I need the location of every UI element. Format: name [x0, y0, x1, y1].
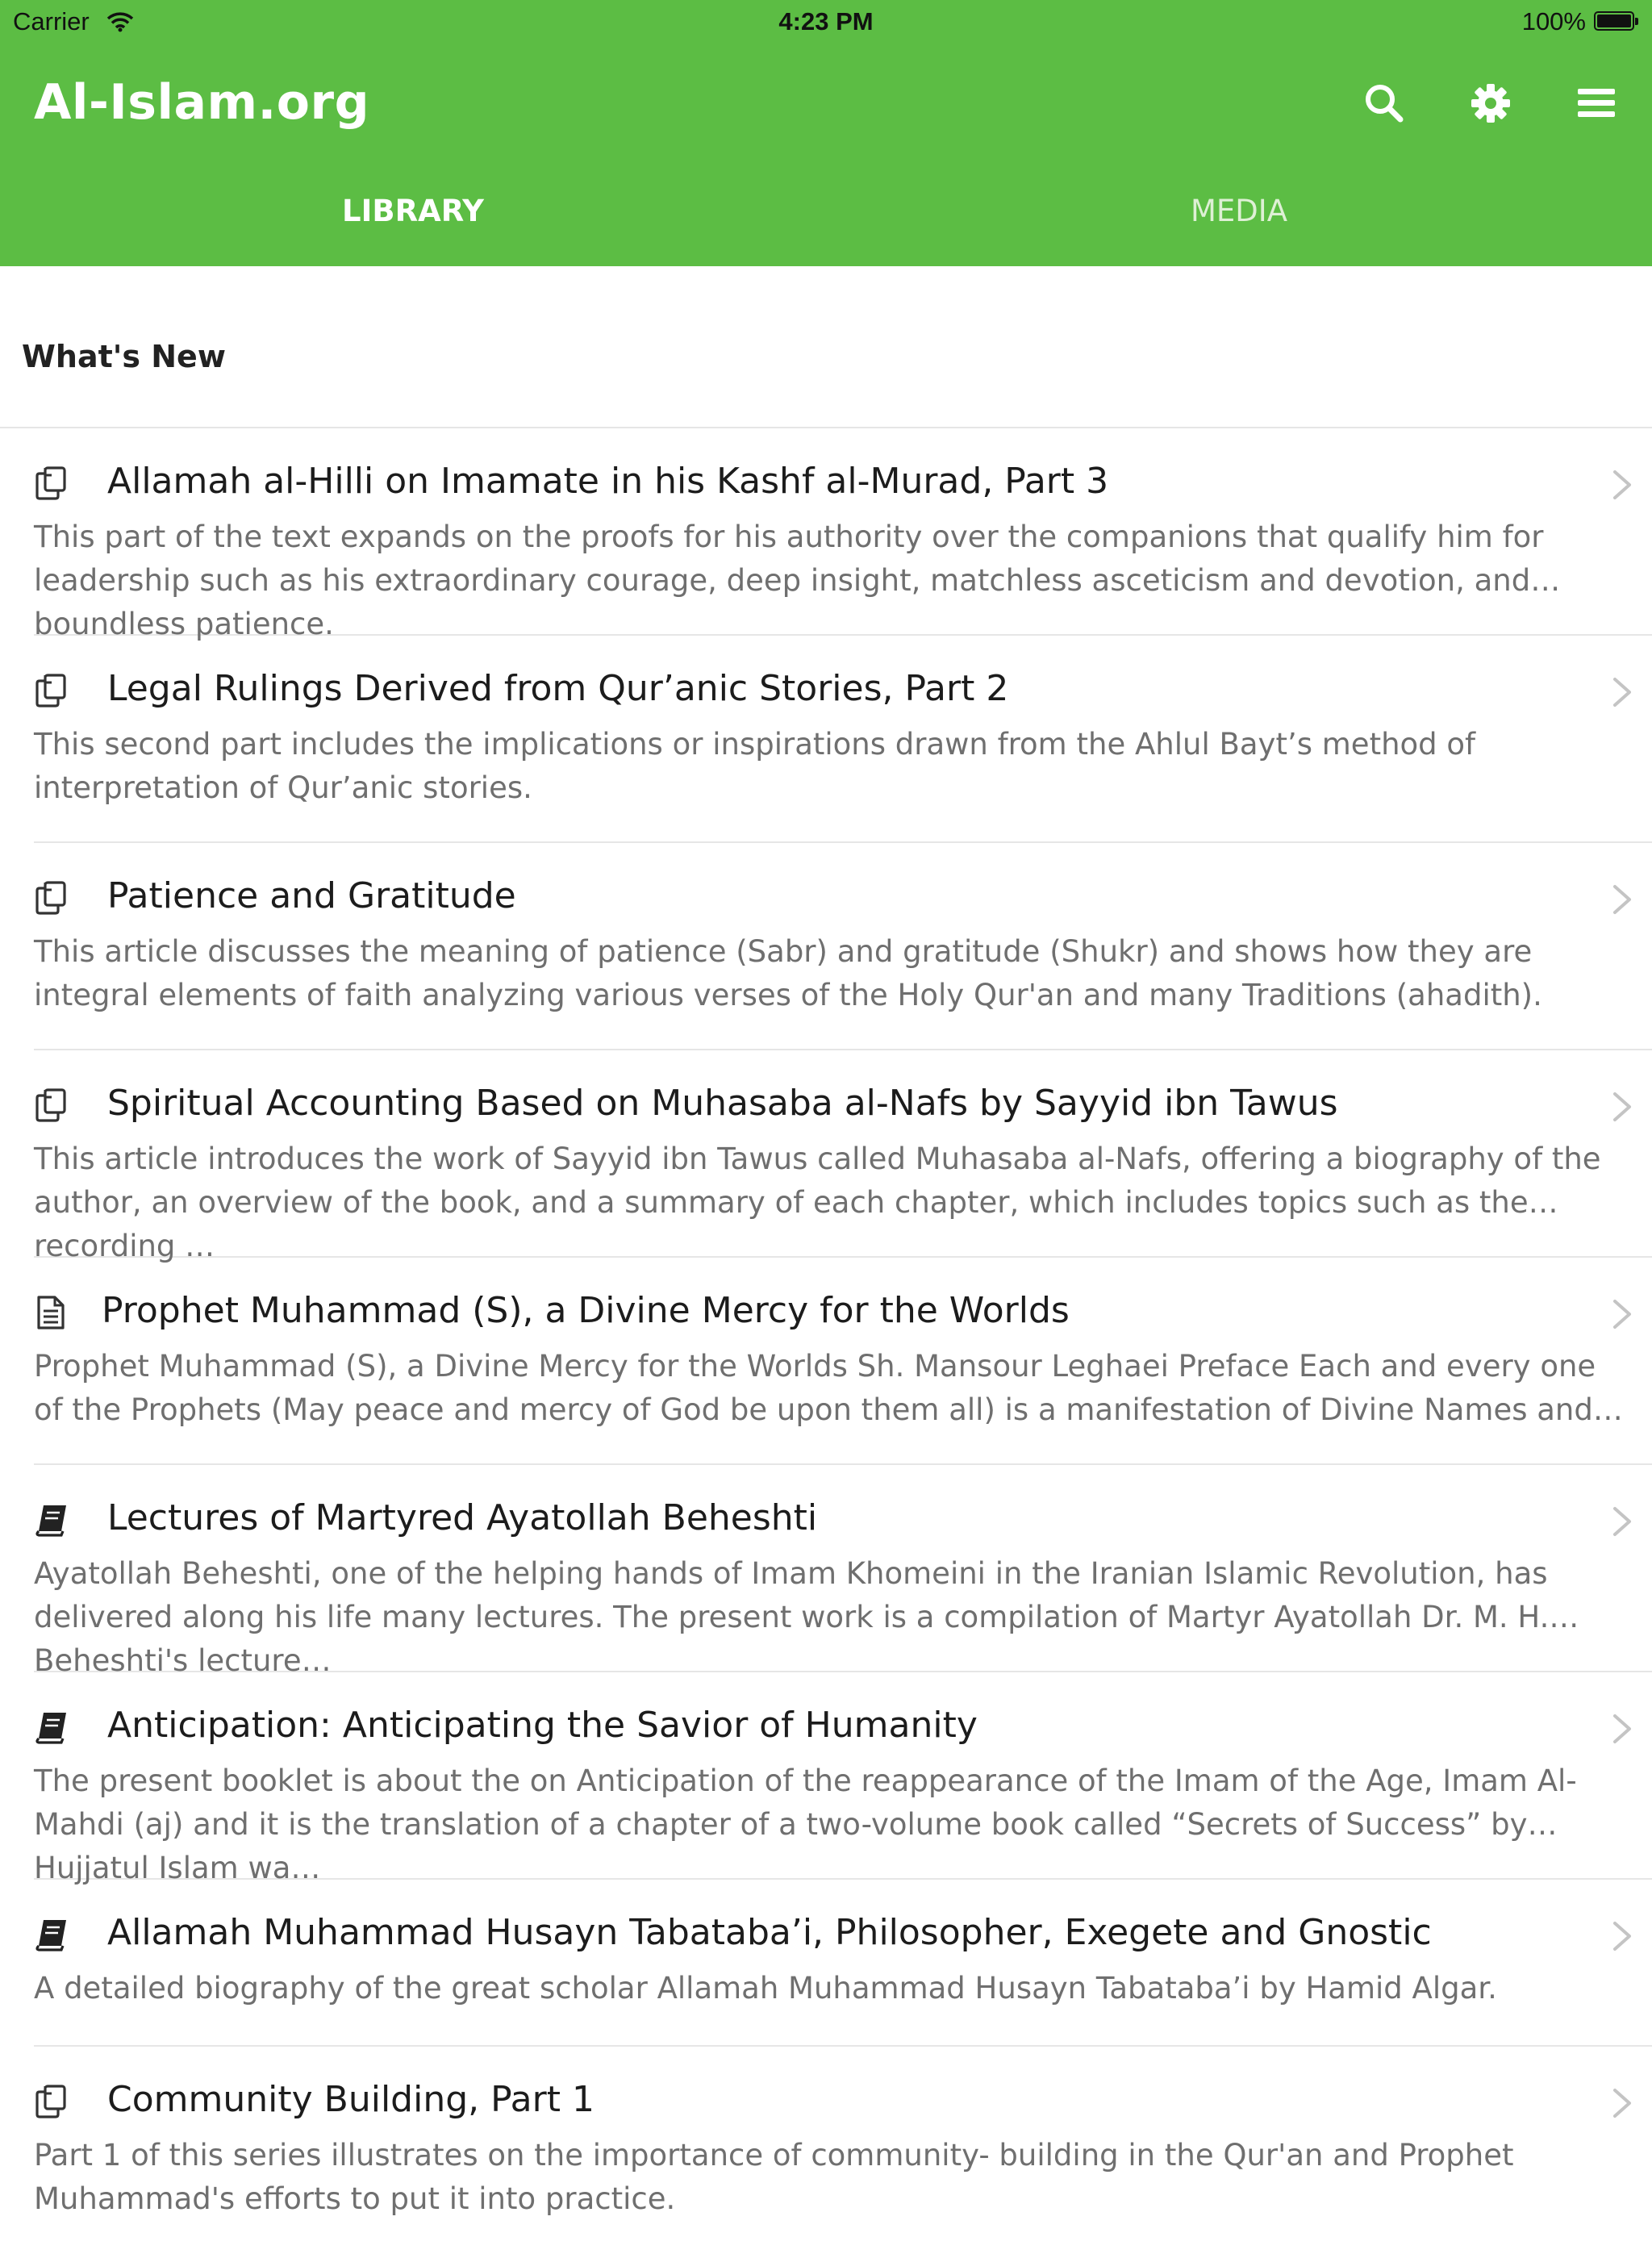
item-title: Community Building, Part 1 [107, 2079, 594, 2120]
book-icon [34, 1917, 69, 1952]
list-item[interactable] [34, 1050, 1652, 1263]
battery-percent: 100% [1521, 7, 1586, 35]
item-title: Prophet Muhammad (S), a Divine Mercy for the Worlds [102, 1290, 1070, 1331]
item-description: This article discusses the meaning of patience (Sabr) and gratitude (Shukr) and shows how they are integral elements of faith analyzing various verses of the Holy Qur'an and many Traditions (ahadith). [34, 934, 1542, 1012]
item-description: This second part includes the implications or inspirations drawn from the Ahlul Bayt’s method of interpretation of Qur’anic stories. [34, 727, 1476, 805]
item-description: Ayatollah Beheshti, one of the helping hands of Imam Khomeini in the Iranian Islamic Revolution, has delivered along his life many lectures. The present work is a compilation of Martyr Ayatollah Dr. M. H. Beheshti's lecture… [34, 1556, 1550, 1678]
list-item[interactable] [34, 1880, 1652, 2047]
item-title: Anticipation: Anticipating the Savior of Humanity [107, 1705, 978, 1746]
item-description: Part 1 of this series illustrates on the importance of community- building in the Qur'an and Prophet Muhammad's efforts to put it into practice. [34, 2138, 1514, 2216]
chevron-right-icon [1610, 469, 1634, 501]
tab-media[interactable]: MEDIA [1190, 194, 1287, 228]
list-item[interactable] [34, 1672, 1652, 1885]
list-item[interactable] [34, 1465, 1652, 1678]
list-item[interactable] [34, 1258, 1652, 1465]
book-icon [34, 1709, 69, 1745]
item-title: Allamah al-Hilli on Imamate in his Kashf al-Murad, Part 3 [107, 461, 1109, 502]
copy-icon [34, 673, 69, 708]
list-item[interactable] [34, 428, 1652, 641]
copy-icon [34, 2084, 69, 2119]
chevron-right-icon [1610, 883, 1634, 916]
status-bar [0, 0, 1652, 44]
battery-icon [1594, 11, 1634, 31]
item-description: This article introduces the work of Sayyid ibn Tawus called Muhasaba al-Nafs, offering a biography of the author, an overview of the book, and a summary of each chapter, which includes topics such as the recording … [34, 1142, 1601, 1263]
chevron-right-icon [1610, 1505, 1634, 1538]
chevron-right-icon [1610, 676, 1634, 708]
document-icon [34, 1295, 69, 1330]
item-title: Legal Rulings Derived from Qur’anic Stories, Part 2 [107, 668, 1009, 709]
whats-new-list [0, 428, 1652, 2254]
item-title: Lectures of Martyred Ayatollah Beheshti [107, 1497, 818, 1538]
menu-icon[interactable] [1571, 77, 1622, 129]
chevron-right-icon [1610, 1091, 1634, 1123]
section-title: What's New [22, 339, 226, 374]
carrier-label: Carrier [13, 7, 90, 35]
book-icon [34, 1502, 69, 1538]
item-description: This part of the text expands on the proofs for his authority over the companions that qualify him for leadership such as his extraordinary courage, deep insight, matchless asceticism and devotion, and boundless patience. [34, 520, 1544, 641]
item-description: Prophet Muhammad (S), a Divine Mercy for the Worlds Sh. Mansour Leghaei Preface Each and every one of the Prophets (May peace and mercy of God be upon them all) is a manifestation of Divine Names and… [34, 1349, 1623, 1427]
list-item[interactable] [34, 843, 1652, 1050]
search-icon[interactable] [1358, 77, 1410, 129]
chevron-right-icon [1610, 1920, 1634, 1952]
copy-icon [34, 1087, 69, 1123]
item-description: The present booklet is about the on Anticipation of the reappearance of the Imam of the Age, Imam Al-Mahdi (aj) and it is the translation of a chapter of a two-volume book called “Secrets of Success” by Hujjatul Islam wa… [34, 1764, 1577, 1885]
chevron-right-icon [1610, 1713, 1634, 1745]
app-header [0, 44, 1652, 266]
chevron-right-icon [1610, 1298, 1634, 1330]
clock: 4:23 PM [778, 7, 874, 35]
copy-icon [34, 880, 69, 916]
gear-icon[interactable] [1465, 77, 1516, 129]
list-item[interactable] [34, 2047, 1652, 2254]
item-description: A detailed biography of the great scholar Allamah Muhammad Husayn Tabataba’i by Hamid Algar. [34, 1971, 1497, 2006]
item-title: Spiritual Accounting Based on Muhasaba al-Nafs by Sayyid ibn Tawus [107, 1083, 1338, 1124]
copy-icon [34, 465, 69, 501]
chevron-right-icon [1610, 2087, 1634, 2119]
item-title: Allamah Muhammad Husayn Tabataba’i, Philosopher, Exegete and Gnostic [107, 1912, 1432, 1953]
tab-library[interactable]: LIBRARY [342, 194, 484, 228]
list-item[interactable] [34, 636, 1652, 843]
app-title: Al-Islam.org [34, 74, 370, 131]
item-title: Patience and Gratitude [107, 875, 516, 916]
